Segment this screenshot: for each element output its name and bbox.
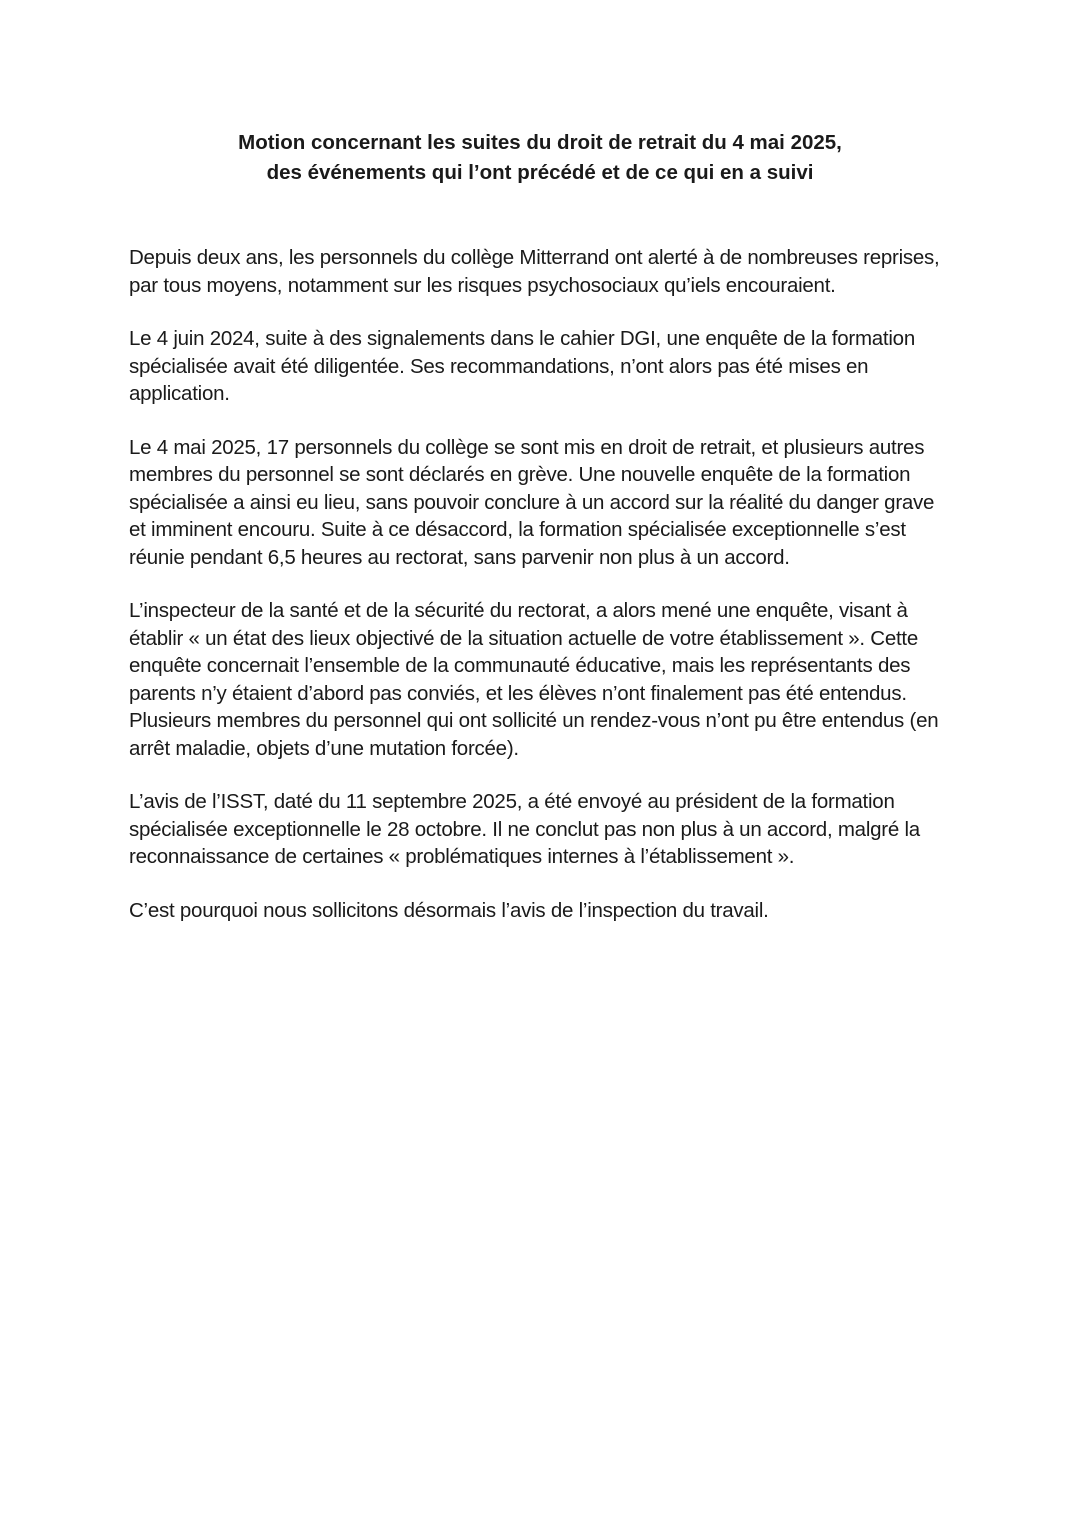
title-line-1: Motion concernant les suites du droit de retrait du 4 mai 2025,	[238, 131, 842, 154]
paragraph-june-2024-inquiry: Le 4 juin 2024, suite à des signalements dans le cahier DGI, une enquête de la formation spécialisée avait été diligentée. Ses recommandations, n’ont alors pas été mises en application.	[129, 327, 915, 405]
title-line-2: des événements qui l’ont précédé et de ce qui en a suivi	[266, 161, 814, 184]
paragraph-isst-inquiry: L’inspecteur de la santé et de la sécurité du rectorat, a alors mené une enquête, visant à établir « un état des lieux objectivé de la situation actuelle de votre établissement ». Cette enquête concernait l’ensemble de la communauté éducative, mais les représentants des parents n’y étaient d’abord pas conviés, et les élèves n’ont finalement pas été entendus. Plusieurs membres du personnel qui ont sollicité un rendez-vous n’ont pu être entendus (en arrêt maladie, objets d’une mutation forcée).	[129, 599, 939, 760]
paragraph-isst-opinion: L’avis de l’ISST, daté du 11 septembre 2025, a été envoyé au président de la formation spécialisée exceptionnelle le 28 octobre. Il ne conclut pas non plus à un accord, malgré la reconnaissance de certaines « problématiques internes à l’établissement ».	[129, 790, 920, 868]
document-title	[120, 128, 960, 188]
paragraph-intro-alerts: Depuis deux ans, les personnels du collège Mitterrand ont alerté à de nombreuses reprises, par tous moyens, notamment sur les risques psychosociaux qu’iels encouraient.	[129, 246, 940, 297]
paragraph-may-2025-droit-de-retrait: Le 4 mai 2025, 17 personnels du collège se sont mis en droit de retrait, et plusieurs autres membres du personnel se sont déclarés en grève. Une nouvelle enquête de la formation spécialisée a ainsi eu lieu, sans pouvoir conclure à un accord sur la réalité du danger grave et imminent encouru. Suite à ce désaccord, la formation spécialisée exceptionnelle s’est réunie pendant 6,5 heures au rectorat, sans parvenir non plus à un accord.	[129, 435, 935, 569]
document-body	[129, 244, 943, 924]
paragraph-conclusion: C’est pourquoi nous sollicitons désormais l’avis de l’inspection du travail.	[129, 898, 769, 922]
